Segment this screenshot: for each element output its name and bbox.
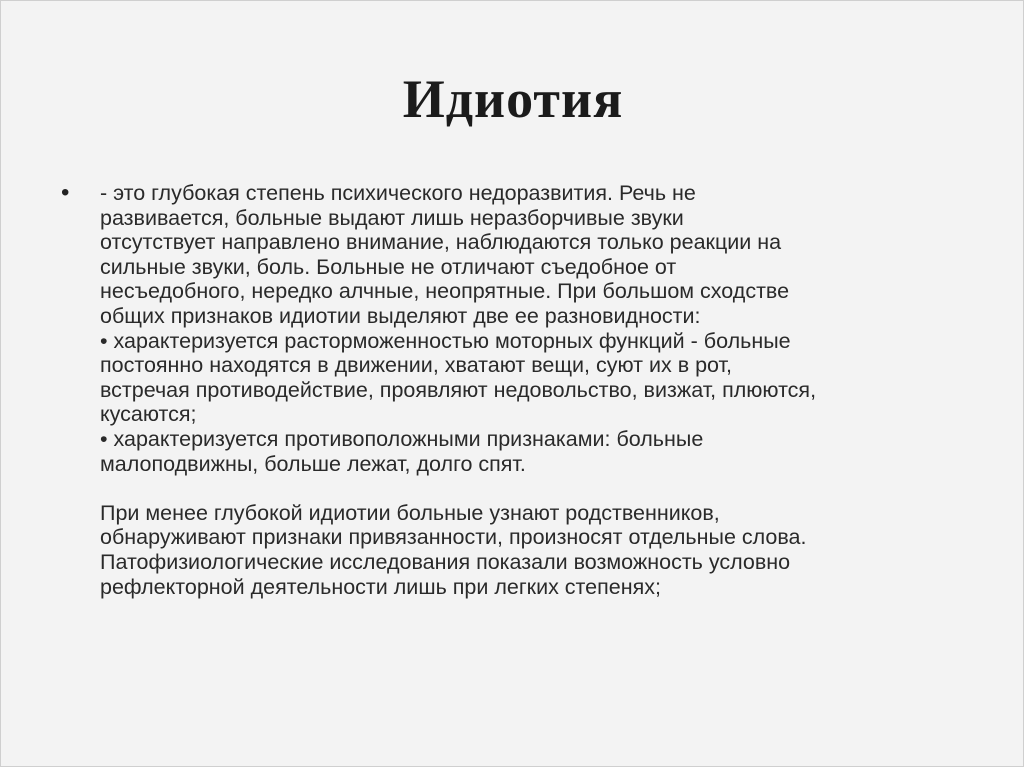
body-line: обнаруживают признаки привязанности, произносят отдельные слова.: [100, 525, 807, 550]
body-line: отсутствует направлено внимание, наблюдаются только реакции на: [100, 230, 782, 255]
body-line: Патофизиологические исследования показали возможность условно: [100, 549, 791, 574]
slide-title: Идиотия: [402, 69, 624, 129]
body-line: - это глубокая степень психического недоразвития. Речь не: [100, 181, 696, 205]
body-line: встречая противодействие, проявляют недовольство, визжат, плюются,: [100, 377, 817, 402]
slide-body: [100, 181, 1000, 599]
body-line: общих признаков идиотии выделяют две ее разновидности:: [100, 303, 701, 328]
bullet-marker: •: [61, 179, 70, 206]
body-line: сильные звуки, боль. Больные не отличают съедобное от: [100, 254, 677, 279]
body-line: При менее глубокой идиотии больные узнают родственников,: [100, 500, 720, 525]
body-line: постоянно находятся в движении, хватают вещи, суют их в рот,: [100, 353, 732, 378]
body-line: малоподвижны, больше лежат, долго спят.: [100, 451, 526, 476]
sub-bullet-line: • характеризуется противоположными признаками: больные: [100, 426, 704, 451]
body-line: несъедобного, нередко алчные, неопрятные. При большом сходстве: [100, 279, 790, 304]
body-line: кусаются;: [100, 402, 197, 427]
body-line: рефлекторной деятельности лишь при легких степенях;: [100, 574, 661, 599]
body-line: развивается, больные выдают лишь неразборчивые звуки: [100, 205, 684, 230]
paragraph-gap: [100, 476, 1000, 501]
sub-bullet-line: • характеризуется расторможенностью моторных функций - больные: [100, 328, 791, 353]
